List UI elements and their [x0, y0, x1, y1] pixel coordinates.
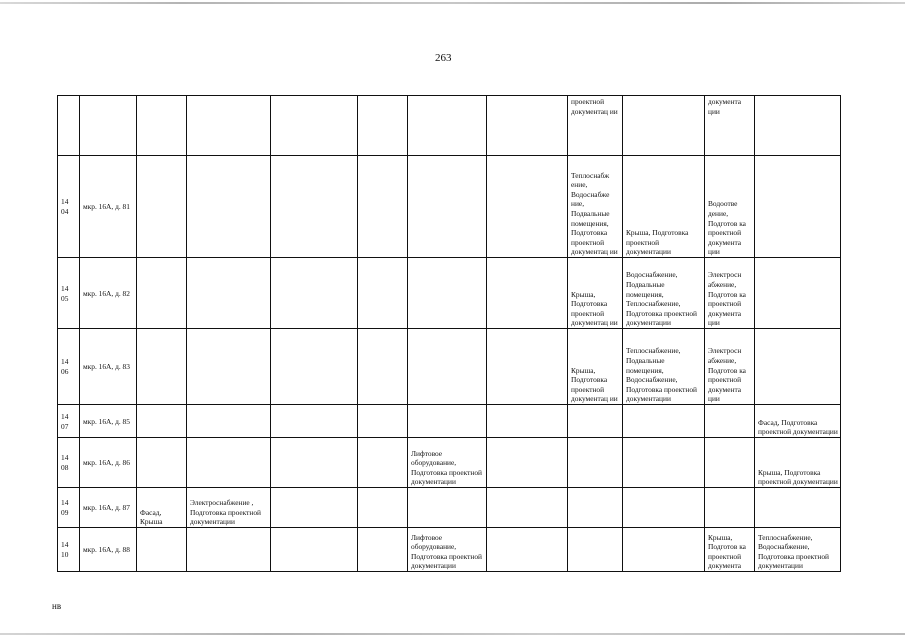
work-type-cell: [358, 488, 408, 528]
table-row: [58, 96, 841, 156]
work-type-cell: Крыша, Подготов ка проектной документа: [705, 528, 755, 572]
work-type-cell: [137, 258, 187, 329]
work-type-cell: Крыша, Подготовка проектной документации: [623, 156, 705, 258]
address-cell: мкр. 16А, д. 88: [80, 528, 137, 572]
work-type-cell: [705, 488, 755, 528]
work-type-cell: Теплоснабжение, Водоснабжение, Подготовка проектной документации: [755, 528, 841, 572]
repair-schedule-table: [57, 95, 841, 572]
work-type-cell: [755, 156, 841, 258]
table-body: [58, 96, 841, 572]
work-type-cell: Водоснабжение, Подвальные помещения, Теплоснабжение, Подготовка проектной документации: [623, 258, 705, 329]
work-type-cell: [408, 405, 487, 438]
address-cell: мкр. 16А, д. 82: [80, 258, 137, 329]
work-type-cell: Теплоснабжение, Подвальные помещения, Водоснабжение, Подготовка проектной документации: [623, 329, 705, 405]
work-type-cell: [568, 438, 623, 488]
work-type-cell: Лифтовое оборудование, Подготовка проектной документации: [408, 528, 487, 572]
address-cell: мкр. 16А, д. 87: [80, 488, 137, 528]
work-type-cell: Теплоснабж ение, Водоснабже ние, Подвальные помещения, Подготовка проектной документац ии: [568, 156, 623, 258]
work-type-cell: Лифтовое оборудование, Подготовка проектной документации: [408, 438, 487, 488]
work-type-cell: [623, 488, 705, 528]
work-type-cell: [755, 96, 841, 156]
table-row: [58, 488, 841, 528]
work-type-cell: [358, 258, 408, 329]
work-type-cell: [487, 405, 568, 438]
work-type-cell: Крыша, Подготовка проектной документац ии: [568, 329, 623, 405]
row-number-cell: 14 09: [58, 488, 80, 528]
work-type-cell: [271, 96, 358, 156]
row-number-cell: 14 10: [58, 528, 80, 572]
work-type-cell: Крыша, Подготовка проектной документации: [755, 438, 841, 488]
work-type-cell: Фасад, Крыша: [137, 488, 187, 528]
work-type-cell: [705, 405, 755, 438]
work-type-cell: [271, 258, 358, 329]
table-row: [58, 528, 841, 572]
work-type-cell: [358, 329, 408, 405]
work-type-cell: Крыша, Подготовка проектной документац ии: [568, 258, 623, 329]
work-type-cell: [568, 528, 623, 572]
table-row: [58, 156, 841, 258]
work-type-cell: [623, 405, 705, 438]
work-type-cell: [487, 258, 568, 329]
work-type-cell: [137, 96, 187, 156]
work-type-cell: [623, 528, 705, 572]
work-type-cell: [408, 156, 487, 258]
work-type-cell: [408, 488, 487, 528]
address-cell: мкр. 16А, д. 85: [80, 405, 137, 438]
row-number-cell: 14 06: [58, 329, 80, 405]
row-number-cell: 14 08: [58, 438, 80, 488]
work-type-cell: проектной документац ии: [568, 96, 623, 156]
work-type-cell: Фасад, Подготовка проектной документации: [755, 405, 841, 438]
work-type-cell: [705, 438, 755, 488]
work-type-cell: [187, 528, 271, 572]
row-number-cell: 14 07: [58, 405, 80, 438]
work-type-cell: [623, 96, 705, 156]
scan-edge-top: [0, 2, 905, 4]
work-type-cell: [358, 156, 408, 258]
work-type-cell: Водоотве дение, Подготов ка проектной документа ции: [705, 156, 755, 258]
work-type-cell: [487, 329, 568, 405]
work-type-cell: [271, 488, 358, 528]
work-type-cell: [187, 156, 271, 258]
address-cell: мкр. 16А, д. 86: [80, 438, 137, 488]
work-type-cell: [358, 405, 408, 438]
table-row: [58, 438, 841, 488]
table-row: [58, 329, 841, 405]
row-number-cell: [58, 96, 80, 156]
work-type-cell: [623, 438, 705, 488]
work-type-cell: [487, 488, 568, 528]
page-number: 263: [435, 52, 452, 64]
address-cell: мкр. 16А, д. 83: [80, 329, 137, 405]
work-type-cell: [358, 96, 408, 156]
work-type-cell: [408, 96, 487, 156]
work-type-cell: [568, 488, 623, 528]
work-type-cell: [487, 96, 568, 156]
work-type-cell: [271, 156, 358, 258]
work-type-cell: [408, 258, 487, 329]
address-cell: мкр. 16А, д. 81: [80, 156, 137, 258]
work-type-cell: [187, 96, 271, 156]
work-type-cell: [755, 258, 841, 329]
work-type-cell: [187, 329, 271, 405]
work-type-cell: [187, 405, 271, 438]
work-type-cell: [137, 438, 187, 488]
work-type-cell: [755, 329, 841, 405]
address-cell: [80, 96, 137, 156]
work-type-cell: [187, 258, 271, 329]
work-type-cell: [408, 329, 487, 405]
work-type-cell: [137, 156, 187, 258]
work-type-cell: [487, 528, 568, 572]
work-type-cell: [137, 405, 187, 438]
work-type-cell: [358, 438, 408, 488]
row-number-cell: 14 05: [58, 258, 80, 329]
work-type-cell: [487, 438, 568, 488]
table-row: [58, 258, 841, 329]
footer-mark: нв: [52, 601, 62, 611]
row-number-cell: 14 04: [58, 156, 80, 258]
work-type-cell: документа ции: [705, 96, 755, 156]
work-type-cell: [137, 329, 187, 405]
scan-edge-bottom: [0, 633, 905, 635]
work-type-cell: [271, 329, 358, 405]
work-type-cell: [137, 528, 187, 572]
work-type-cell: [271, 438, 358, 488]
work-type-cell: [271, 405, 358, 438]
work-type-cell: Электросн абжение, Подготов ка проектной документа ции: [705, 329, 755, 405]
work-type-cell: [271, 528, 358, 572]
work-type-cell: [187, 438, 271, 488]
work-type-cell: Электросн абжение, Подготов ка проектной документа ции: [705, 258, 755, 329]
work-type-cell: Электроснабжение , Подготовка проектной документации: [187, 488, 271, 528]
work-type-cell: [487, 156, 568, 258]
work-type-cell: [568, 405, 623, 438]
table-row: [58, 405, 841, 438]
work-type-cell: [755, 488, 841, 528]
work-type-cell: [358, 528, 408, 572]
